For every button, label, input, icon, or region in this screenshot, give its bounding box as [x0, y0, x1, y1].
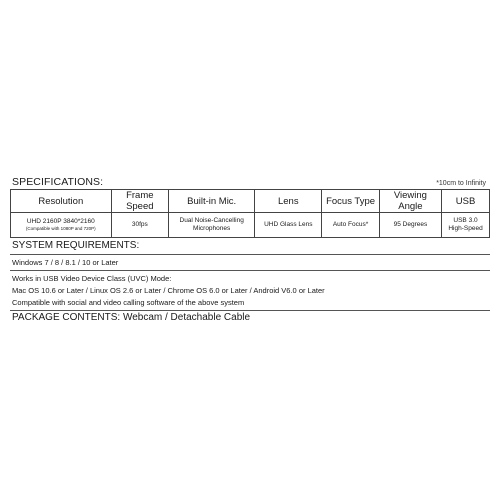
compatibility-text: Compatible with social and video calling software of the above system	[12, 298, 245, 307]
table-header-row	[11, 190, 490, 213]
os-list-text: Mac OS 10.6 or Later / Linux OS 2.6 or Later / Chrome OS 6.0 or Later / Android V6.0 or Later	[12, 286, 325, 295]
column-header-frame-speed: Frame Speed	[111, 190, 168, 213]
mic-line1: Dual Noise-Cancelling	[179, 217, 244, 224]
cell-viewing-angle: 95 Degrees	[379, 213, 441, 238]
focus-footnote: *10cm to Infinity	[436, 180, 486, 187]
resolution-compat: (Compatible with 1080P and 720P)	[25, 226, 96, 231]
column-header-focus-type: Focus Type	[322, 190, 379, 213]
mic-line2: Microphones	[193, 225, 231, 232]
cell-frame-speed: 30fps	[111, 213, 168, 238]
specifications-heading: SPECIFICATIONS:	[12, 176, 104, 188]
uvc-mode-text: Works in USB Video Device Class (UVC) Mode:	[12, 274, 172, 283]
column-header-built-in-mic: Built-in Mic.	[169, 190, 255, 213]
cell-resolution	[11, 213, 112, 238]
system-requirements-heading: SYSTEM REQUIREMENTS:	[12, 240, 140, 251]
cell-lens: UHD Glass Lens	[255, 213, 322, 238]
divider	[10, 270, 490, 271]
divider	[10, 254, 490, 255]
cell-built-in-mic	[169, 213, 255, 238]
package-contents: PACKAGE CONTENTS: Webcam / Detachable Cable	[12, 312, 251, 323]
usb-line1: USB 3.0	[453, 217, 478, 224]
divider	[10, 310, 490, 311]
column-header-resolution: Resolution	[11, 190, 112, 213]
specifications-table	[10, 189, 490, 238]
resolution-main: UHD 2160P 3840*2160	[26, 218, 95, 225]
usb-line2: High-Speed	[448, 225, 483, 232]
column-header-lens: Lens	[255, 190, 322, 213]
cell-focus-type: Auto Focus*	[322, 213, 379, 238]
column-header-viewing-angle: Viewing Angle	[379, 190, 441, 213]
column-header-usb: USB	[442, 190, 490, 213]
windows-requirement: Windows 7 / 8 / 8.1 / 10 or Later	[12, 258, 119, 267]
table-row	[11, 213, 490, 238]
cell-usb	[442, 213, 490, 238]
